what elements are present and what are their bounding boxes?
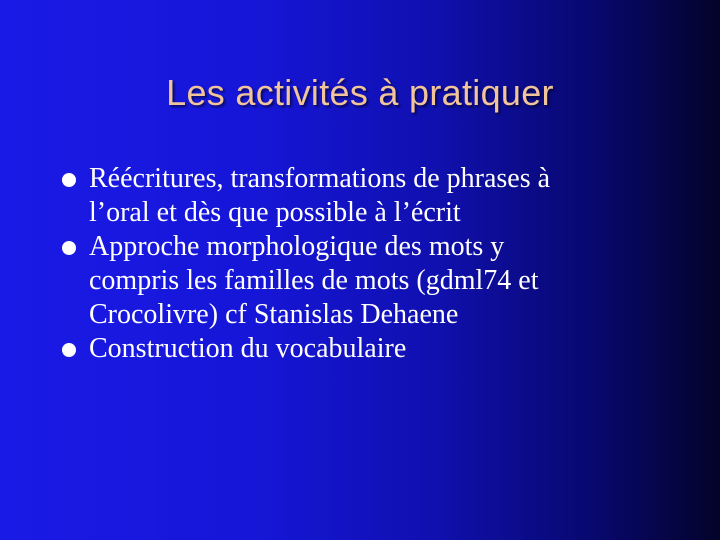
bullet-item-rewriting <box>62 162 682 230</box>
bullet-text-line: Crocolivre) cf Stanislas Dehaene <box>89 299 459 330</box>
bullet-dot-icon <box>62 241 76 255</box>
bullet-item-morphology <box>62 230 682 332</box>
bullet-text-line: compris les familles de mots (gdml74 et <box>89 265 539 296</box>
bullet-dot-icon <box>62 173 76 187</box>
slide-title: Les activités à pratiquer <box>166 72 554 113</box>
bullet-item-vocabulary <box>62 332 682 366</box>
bullet-text-line: Approche morphologique des mots y <box>89 231 505 262</box>
bullet-text-line: Réécritures, transformations de phrases à <box>89 163 551 194</box>
bullet-dot-icon <box>62 343 76 357</box>
bullet-text-line: Construction du vocabulaire <box>89 333 407 364</box>
bullet-list <box>62 162 682 366</box>
bullet-text-line: l’oral et dès que possible à l’écrit <box>89 197 461 228</box>
